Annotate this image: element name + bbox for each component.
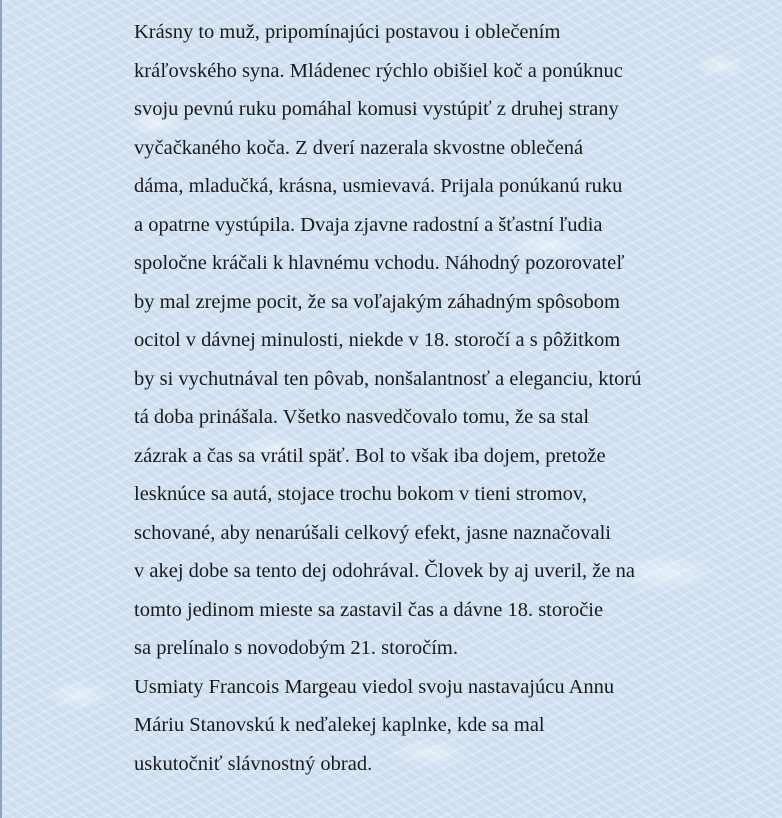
text-line: sa prelínalo s novodobým 21. storočím.: [134, 637, 458, 659]
text-line: zázrak a čas sa vrátil späť. Bol to však iba dojem, pretože: [134, 444, 606, 467]
text-line: kráľovského syna. Mládenec rýchlo obišiel koč a ponúknuc: [134, 59, 623, 82]
text-line: tomto jedinom mieste sa zastavil čas a dávne 18. storočie: [134, 598, 604, 621]
text-line: svoju pevnú ruku pomáhal komusi vystúpiť z druhej strany: [134, 98, 619, 120]
text-line: tá doba prinášala. Všetko nasvedčovalo tomu, že sa stal: [134, 406, 590, 428]
story-text: [134, 13, 774, 783]
text-line: v akej dobe sa tento dej odohrával. Človek by aj uveril, že na: [134, 560, 635, 582]
text-line: dáma, mladučká, krásna, usmievavá. Prijala ponúkanú ruku: [134, 175, 623, 197]
text-line: Máriu Stanovskú k neďalekej kaplnke, kde sa mal: [134, 714, 545, 736]
text-line: by si vychutnával ten pôvab, nonšalantnosť a eleganciu, ktorú: [134, 367, 642, 390]
text-line: Usmiaty Francois Margeau viedol svoju nastavajúcu Annu: [134, 675, 615, 698]
text-line: schované, aby nenarúšali celkový efekt, jasne naznačovali: [134, 521, 611, 544]
text-line: a opatrne vystúpila. Dvaja zjavne radostní a šťastní ľudia: [134, 213, 603, 236]
text-line: ocitol v dávnej minulosti, niekde v 18. storočí a s pôžitkom: [134, 329, 621, 351]
page-left-border: [0, 0, 2, 818]
text-line: Krásny to muž, pripomínajúci postavou i oblečením: [134, 21, 561, 43]
text-line: spoločne kráčali k hlavnému vchodu. Náhodný pozorovateľ: [134, 252, 625, 274]
text-line: by mal zrejme pocit, že sa voľajakým záhadným spôsobom: [134, 290, 620, 313]
text-line: lesknúce sa autá, stojace trochu bokom v tieni stromov,: [134, 483, 587, 505]
text-line: uskutočniť slávnostný obrad.: [134, 752, 373, 775]
text-line: vyčačkaného koča. Z dverí nazerala skvostne oblečená: [134, 136, 584, 159]
